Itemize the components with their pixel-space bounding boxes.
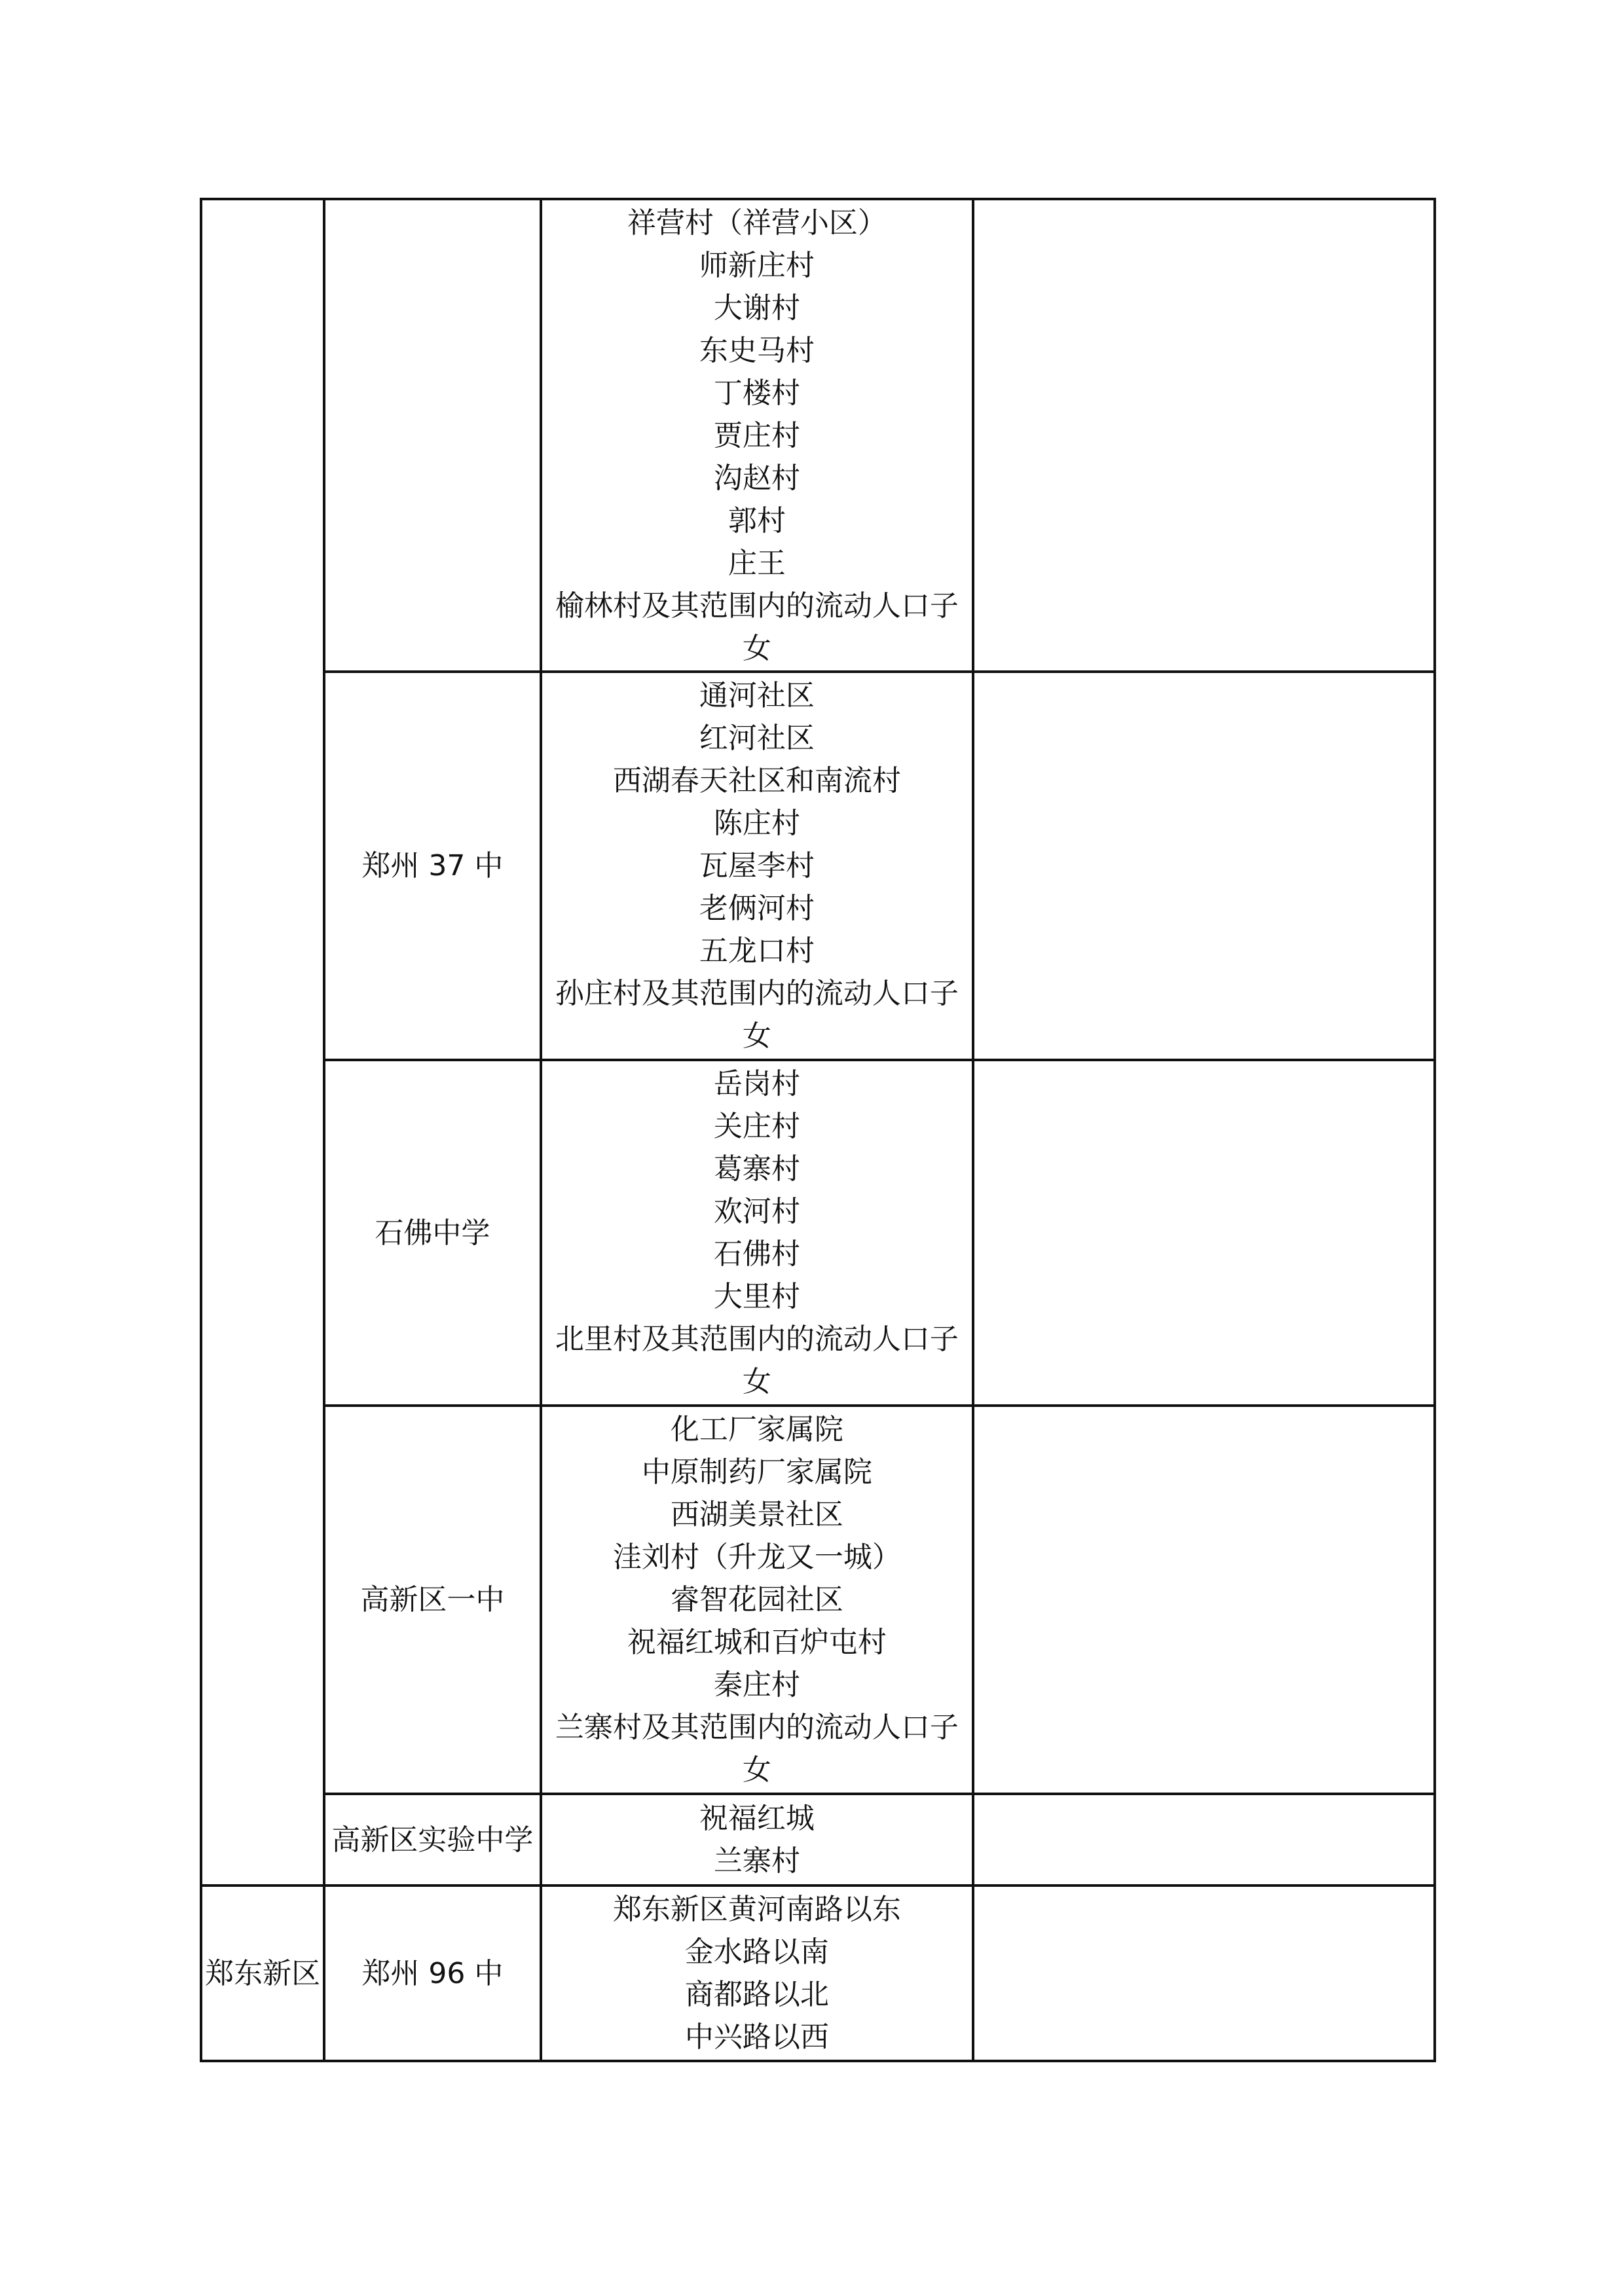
area-item: 化工厂家属院 — [670, 1413, 843, 1446]
table-row — [201, 1794, 1435, 1886]
area-item: 孙庄村及其范围内的流动人口子女 — [555, 977, 959, 1053]
area-cell — [541, 672, 974, 1060]
school-cell: 高新区一中 — [324, 1406, 540, 1794]
school-cell: 郑州 37 中 — [324, 672, 540, 1060]
table-row — [201, 1060, 1435, 1406]
area-item: 祝福红城 — [699, 1802, 815, 1835]
area-item: 金水路以南 — [684, 1935, 829, 1969]
table-row — [201, 1406, 1435, 1794]
area-item: 瓦屋李村 — [699, 849, 815, 883]
area-cell — [541, 1886, 974, 2061]
area-item: 秦庄村 — [713, 1668, 800, 1702]
area-item: 祝福红城和百炉屯村 — [627, 1626, 887, 1659]
area-item: 老俩河村 — [699, 892, 815, 925]
area-item: 丁楼村 — [713, 376, 800, 410]
area-item: 西湖美景社区 — [670, 1498, 843, 1531]
table-row — [201, 1886, 1435, 2061]
area-item: 石佛村 — [713, 1237, 800, 1271]
area-item: 郭村 — [728, 503, 786, 538]
area-item: 关庄村 — [713, 1110, 800, 1143]
area-item: 西湖春天社区和南流村 — [612, 764, 901, 797]
area-item: 岳岗村 — [713, 1067, 800, 1101]
area-item: 兰寨村及其范围内的流动人口子女 — [555, 1711, 959, 1787]
table-row — [201, 672, 1435, 1060]
area-item: 祥营村（祥营小区） — [627, 206, 887, 240]
area-item: 欢河村 — [713, 1195, 800, 1228]
area-item: 兰寨村 — [713, 1844, 800, 1878]
note-cell — [973, 1060, 1435, 1406]
area-cell — [541, 199, 974, 672]
area-cell — [541, 1060, 974, 1406]
area-item: 商都路以北 — [684, 1978, 829, 2011]
area-cell — [541, 1794, 974, 1886]
area-item: 郑东新区黄河南路以东 — [612, 1893, 901, 1926]
area-item: 师新庄村 — [699, 248, 815, 282]
school-zone-table — [200, 198, 1436, 2062]
area-item: 五龙口村 — [699, 934, 815, 968]
area-item: 通河社区 — [699, 679, 815, 712]
district-cell: 郑东新区 — [201, 1886, 324, 2061]
district-cell — [201, 199, 324, 1886]
school-cell: 石佛中学 — [324, 1060, 540, 1406]
note-cell — [973, 672, 1435, 1060]
area-item: 睿智花园社区 — [670, 1583, 843, 1616]
note-cell — [973, 1406, 1435, 1794]
area-item: 葛寨村 — [713, 1152, 800, 1186]
school-name: 高新区实验中学 — [331, 1823, 534, 1857]
area-item: 贾庄村 — [713, 418, 800, 452]
note-cell — [973, 1794, 1435, 1886]
area-item: 沟赵村 — [713, 461, 800, 495]
note-cell — [973, 199, 1435, 672]
area-item: 大谢村 — [713, 291, 800, 325]
note-cell — [973, 1886, 1435, 2061]
area-item: 中兴路以西 — [684, 2020, 829, 2054]
area-item: 榆林村及其范围内的流动人口子女 — [555, 589, 959, 665]
school-cell — [324, 199, 540, 672]
area-item: 陈庄村 — [713, 807, 800, 840]
area-item: 红河社区 — [699, 721, 815, 755]
school-cell — [324, 1794, 540, 1886]
area-item: 东史马村 — [699, 333, 815, 367]
area-cell — [541, 1406, 974, 1794]
area-item: 北里村及其范围内的流动人口子女 — [555, 1322, 959, 1398]
school-cell: 郑州 96 中 — [324, 1886, 540, 2061]
area-item: 中原制药厂家属院 — [641, 1455, 872, 1489]
table-row — [201, 199, 1435, 672]
area-item: 庄王 — [728, 546, 786, 580]
area-item: 大里村 — [713, 1280, 800, 1313]
area-item: 洼刘村（升龙又一城） — [612, 1540, 901, 1574]
